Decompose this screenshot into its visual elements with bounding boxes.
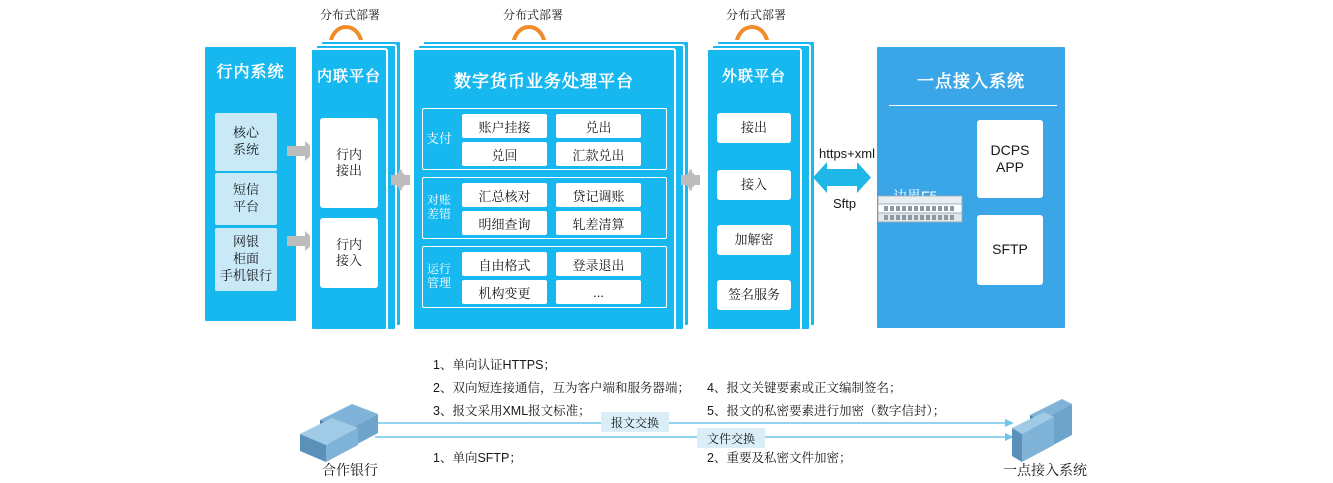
inbank-channels-line1: 网银 (232, 234, 259, 250)
core-cell-account-link[interactable]: 账户挂接 (462, 114, 547, 138)
bottom-label-partner-bank: 合作银行 (322, 462, 378, 478)
core-group-reconcile-label: 对账差错 (426, 193, 451, 221)
access-dcps-line1: DCPS (990, 141, 1030, 158)
core-cell-remittance-out[interactable]: 汇款兑出 (556, 142, 641, 166)
core-cell-login-logout[interactable]: 登录退出 (556, 252, 641, 276)
inbank-channels-line3: 手机银行 (219, 267, 272, 283)
inbank-core-line2: 系统 (232, 142, 259, 157)
core-cell-org-change[interactable]: 机构变更 (462, 280, 547, 304)
deploy-label-extranet: 分布式部署 (726, 8, 787, 22)
note-right-bottom: 2、重要及私密文件加密； (707, 451, 852, 465)
extranet-item-crypto[interactable]: 加解密 (717, 225, 791, 255)
note-left-2: 2、双向短连接通信，互为客户端和服务器端； (433, 381, 690, 395)
bottom-label-access-system: 一点接入系统 (1003, 462, 1087, 478)
core-group-payment-label: 支付 (425, 130, 452, 146)
core-cell-detail-query[interactable]: 明细查询 (462, 211, 547, 235)
core-cell-more[interactable]: ... (556, 280, 641, 304)
core-cell-credit-adjust[interactable]: 贷记调账 (556, 183, 641, 207)
link-label-https-xml: https+xml (819, 146, 875, 161)
extranet-item-out[interactable]: 接出 (717, 113, 791, 143)
inbank-sms-line1: 短信 (232, 182, 259, 198)
intranet-in-line2: 接入 (335, 253, 362, 268)
intranet-in-line1: 行内 (335, 236, 362, 252)
panel-extranet-title: 外联平台 (721, 68, 786, 85)
deploy-label-core: 分布式部署 (503, 8, 564, 22)
core-cell-exchange-out[interactable]: 兑出 (556, 114, 641, 138)
inbank-core-line1: 核心 (232, 125, 259, 141)
core-cell-netting-settle[interactable]: 轧差清算 (556, 211, 641, 235)
inbank-sms-line2: 平台 (232, 199, 259, 214)
panel-intranet-title: 内联平台 (316, 68, 381, 85)
core-cell-summary-check[interactable]: 汇总核对 (462, 183, 547, 207)
core-cell-exchange-back[interactable]: 兑回 (462, 142, 547, 166)
extranet-item-in[interactable]: 接入 (717, 170, 791, 200)
access-dcps-line2: APP (995, 159, 1024, 175)
file-exchange-label: 文件交换 (697, 428, 765, 448)
inbank-channels-line2: 柜面 (232, 251, 259, 267)
link-label-sftp: Sftp (833, 196, 857, 211)
access-sftp-box[interactable]: SFTP (977, 215, 1043, 285)
deploy-label-intranet: 分布式部署 (320, 8, 381, 22)
intranet-out-line1: 行内 (335, 146, 362, 162)
panel-access-title: 一点接入系统 (917, 72, 1025, 91)
note-right-4: 4、报文关键要素或正文编制签名； (707, 381, 902, 395)
core-cell-free-format[interactable]: 自由格式 (462, 252, 547, 276)
note-left-1: 1、单向认证HTTPS； (433, 358, 556, 372)
intranet-out-line2: 接出 (335, 163, 362, 178)
core-group-operation-label: 运行管理 (426, 262, 451, 290)
note-left-3: 3、报文采用XML报文标准； (433, 404, 591, 418)
panel-core-title: 数字货币业务处理平台 (454, 72, 634, 91)
panel-inbank-title: 行内系统 (216, 64, 285, 81)
message-exchange-label: 报文交换 (601, 412, 669, 432)
extranet-item-signature[interactable]: 签名服务 (717, 280, 791, 310)
note-right-5: 5、报文的私密要素进行加密（数字信封）； (707, 404, 946, 418)
note-left-bottom: 1、单向SFTP； (433, 451, 522, 465)
